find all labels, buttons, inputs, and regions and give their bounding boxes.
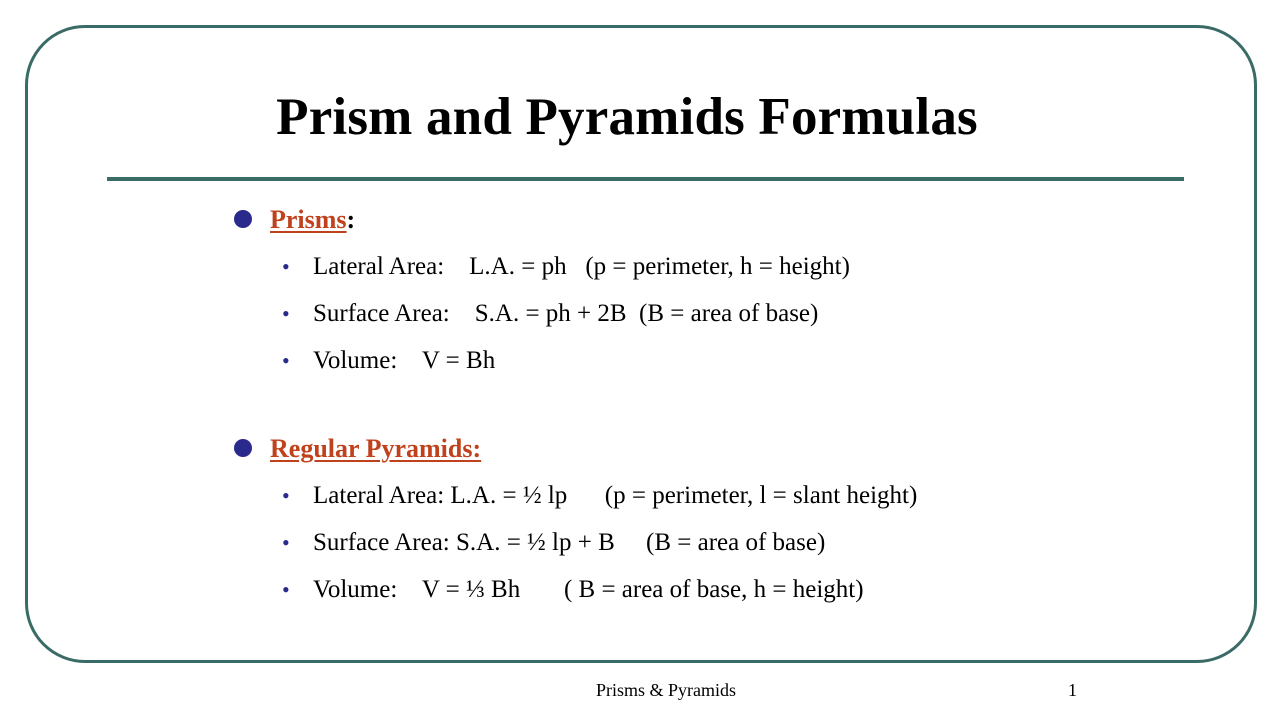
formula-lateral-area: Lateral Area: L.A. = ½ lp (p = perimeter, l = slant height): [313, 482, 918, 509]
formula-volume: Volume: V = ⅓ Bh ( B = area of base, h = height): [313, 576, 864, 603]
section-heading: [232, 429, 482, 469]
list-item: [232, 519, 826, 566]
regular-pyramids-heading-link[interactable]: Regular Pyramids:: [270, 434, 482, 463]
prisms-heading-link[interactable]: Prisms: [270, 205, 347, 234]
section-prisms: [232, 200, 850, 384]
title-divider: [107, 177, 1184, 181]
section-heading: [232, 200, 356, 240]
bullet-dot-icon: •: [282, 301, 290, 326]
bullet-dot-icon: •: [282, 577, 290, 602]
heading-colon: :: [346, 205, 356, 234]
footer-title: Prisms & Pyramids: [596, 680, 737, 700]
list-item: [232, 243, 850, 290]
bullet-dot-icon: •: [282, 530, 290, 555]
bullet-dot-icon: •: [282, 348, 290, 373]
section-regular-pyramids: [232, 429, 918, 613]
formula-surface-area: Surface Area: S.A. = ph + 2B (B = area of base): [313, 300, 819, 327]
bullet-dot-icon: •: [282, 254, 290, 279]
bullet-dot-icon: •: [282, 483, 290, 508]
pyramid-formula-list: [232, 472, 918, 613]
filled-circle-bullet-icon: [234, 439, 252, 457]
list-item: [232, 472, 918, 519]
list-item: [232, 566, 864, 613]
filled-circle-bullet-icon: [234, 210, 252, 228]
page-number: 1: [1068, 680, 1077, 700]
section-heading-label: [270, 429, 481, 469]
formula-volume: Volume: V = Bh: [313, 347, 496, 374]
prism-formula-list: [232, 243, 850, 384]
formula-lateral-area: Lateral Area: L.A. = ph (p = perimeter, h = height): [313, 253, 850, 280]
list-item: [232, 337, 496, 384]
slide-title: Prism and Pyramids Formulas: [276, 88, 978, 146]
formula-surface-area: Surface Area: S.A. = ½ lp + B (B = area of base): [313, 529, 826, 556]
list-item: [232, 290, 819, 337]
section-heading-label: [270, 200, 355, 240]
